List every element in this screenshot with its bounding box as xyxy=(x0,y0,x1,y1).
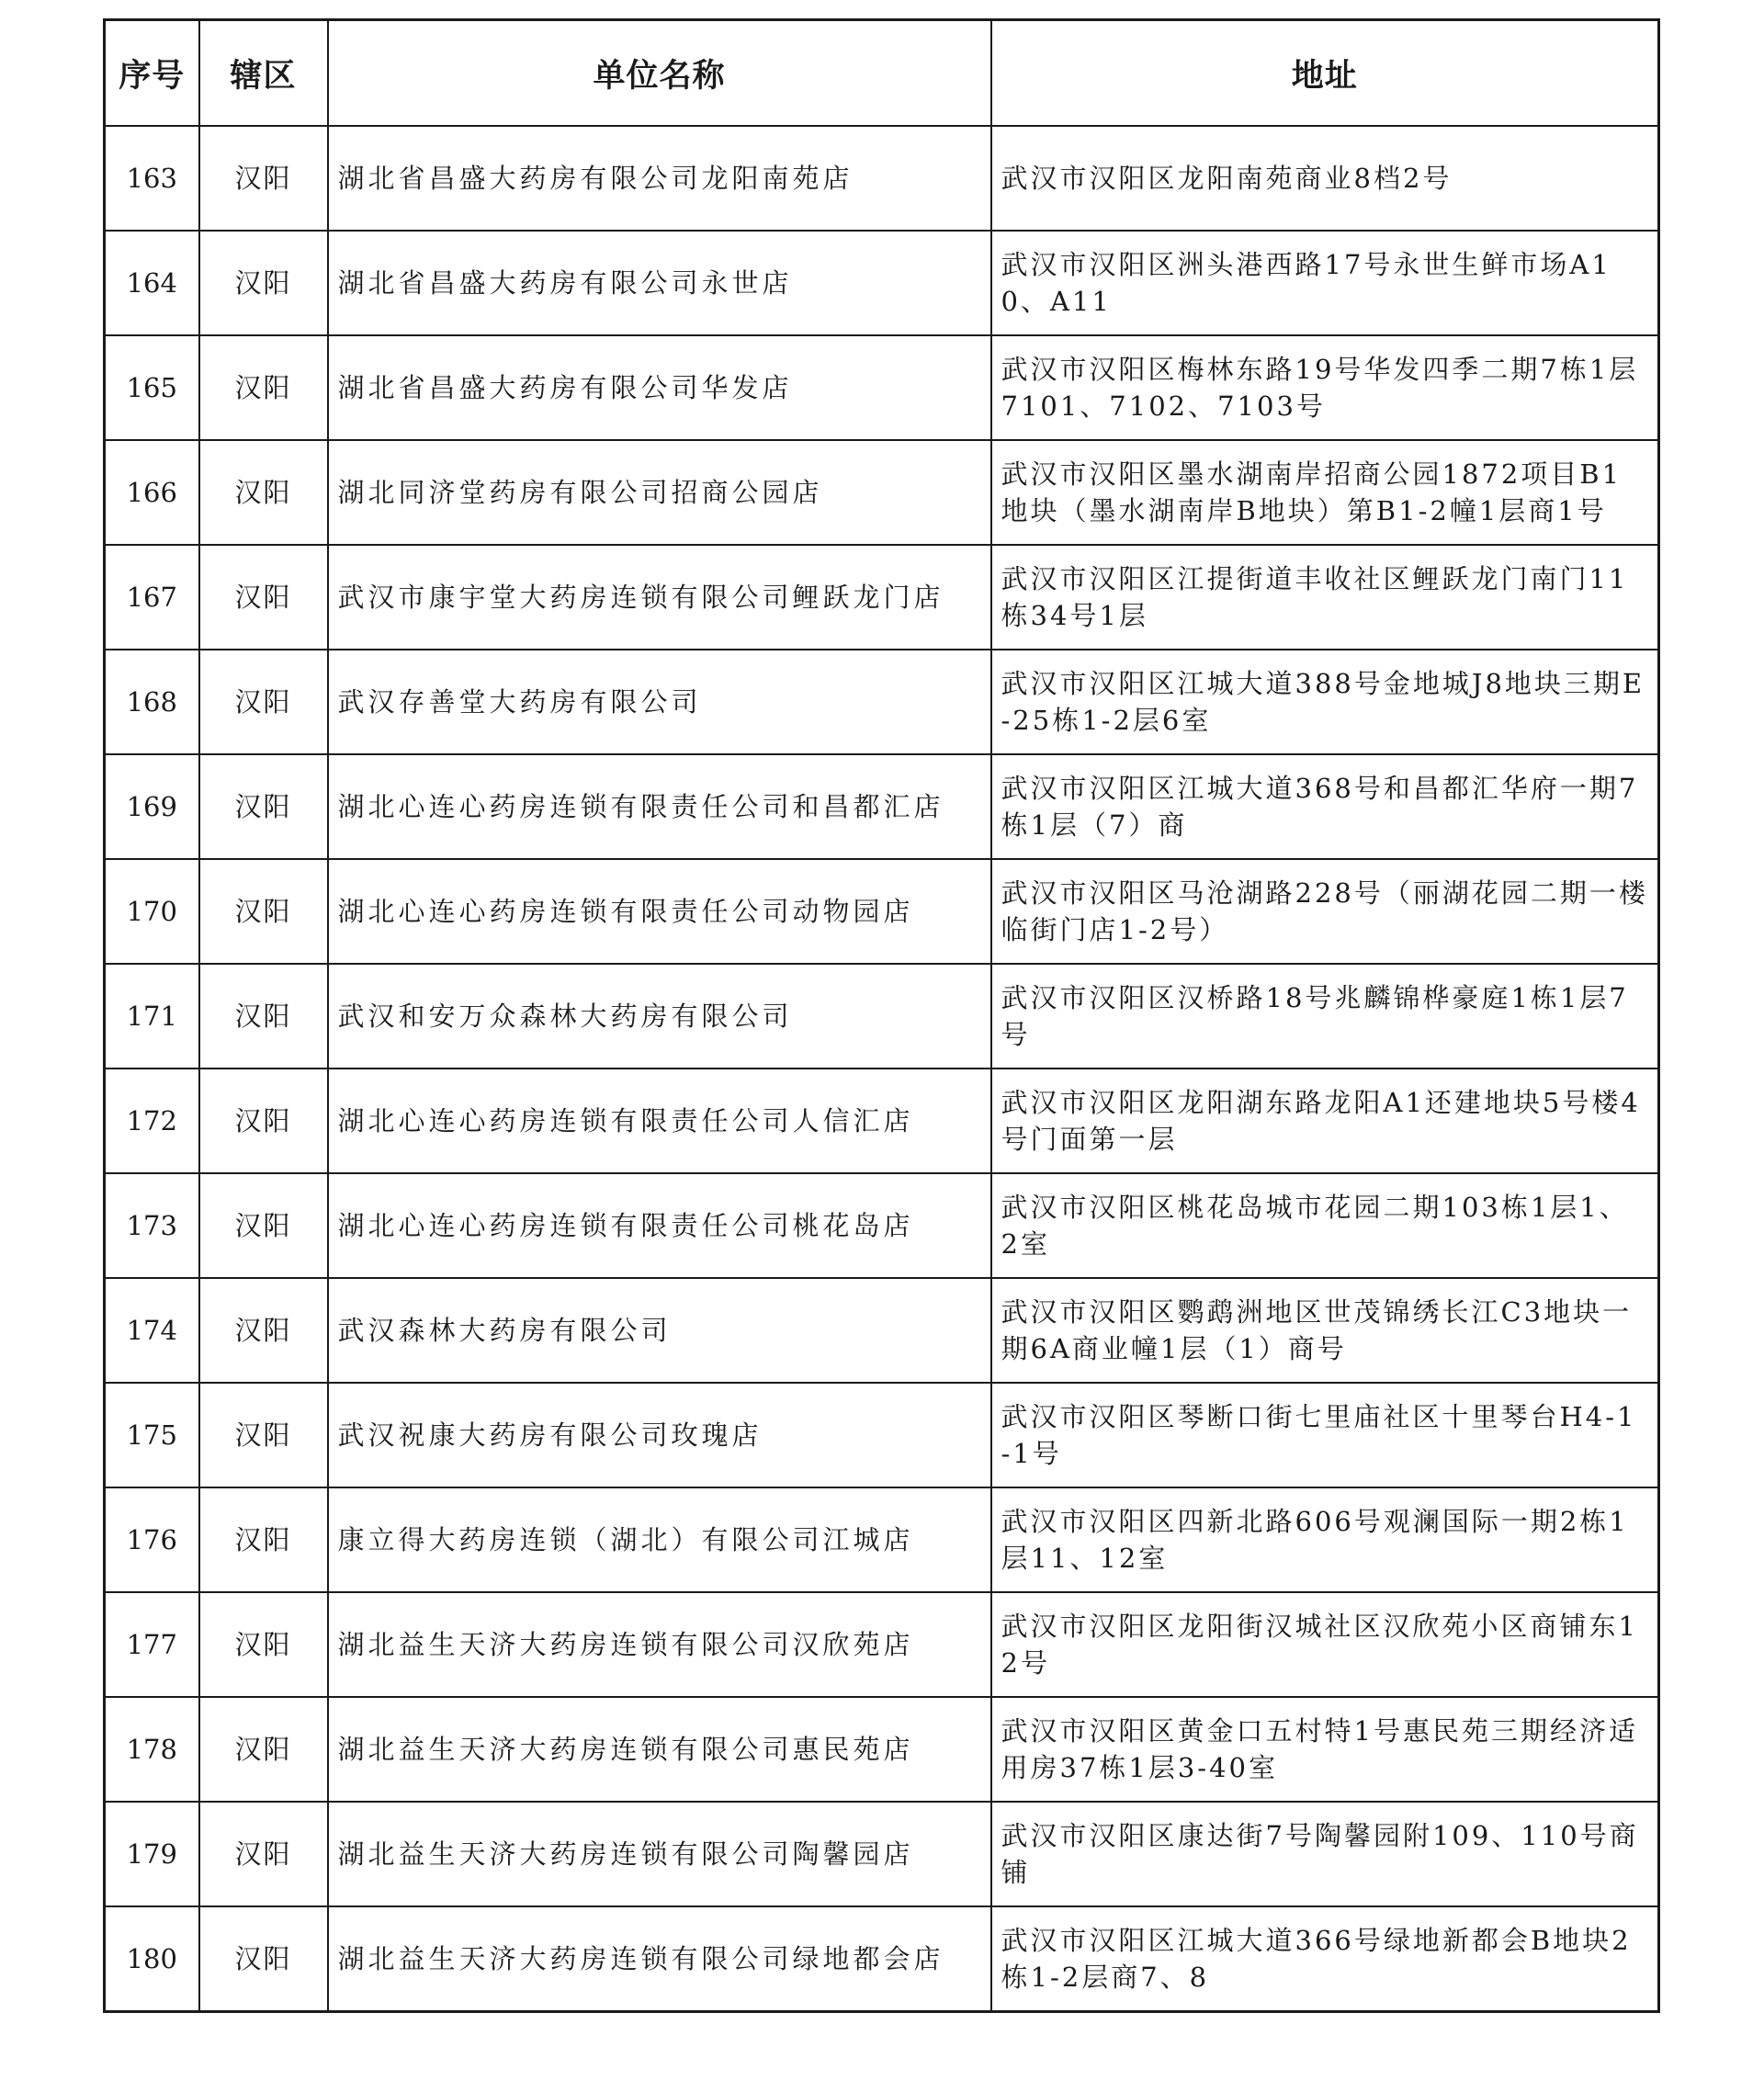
table-row xyxy=(105,1069,1659,1173)
cell-unit-name: 湖北益生天济大药房连锁有限公司绿地都会店 xyxy=(328,1906,991,2012)
cell-address: 武汉市汉阳区汉桥路18号兆麟锦桦豪庭1栋1层7号 xyxy=(991,964,1659,1069)
cell-unit-name: 湖北心连心药房连锁有限责任公司桃花岛店 xyxy=(328,1173,991,1278)
table-row xyxy=(105,650,1659,754)
cell-address: 武汉市汉阳区龙阳湖东路龙阳A1还建地块5号楼4号门面第一层 xyxy=(991,1069,1659,1173)
cell-address: 武汉市汉阳区四新北路606号观澜国际一期2栋1层11、12室 xyxy=(991,1487,1659,1592)
cell-serial-number: 166 xyxy=(105,440,199,545)
cell-serial-number: 163 xyxy=(105,126,199,231)
cell-serial-number: 169 xyxy=(105,754,199,859)
header-district: 辖区 xyxy=(199,20,328,127)
table-row xyxy=(105,545,1659,650)
cell-address: 武汉市汉阳区黄金口五村特1号惠民苑三期经济适用房37栋1层3-40室 xyxy=(991,1697,1659,1802)
cell-unit-name: 武汉森林大药房有限公司 xyxy=(328,1278,991,1383)
cell-district: 汉阳 xyxy=(199,1487,328,1592)
cell-serial-number: 167 xyxy=(105,545,199,650)
cell-address: 武汉市汉阳区江提街道丰收社区鲤跃龙门南门11栋34号1层 xyxy=(991,545,1659,650)
table-row xyxy=(105,1278,1659,1383)
table-body xyxy=(105,126,1659,2012)
cell-serial-number: 176 xyxy=(105,1487,199,1592)
cell-serial-number: 177 xyxy=(105,1592,199,1697)
cell-district: 汉阳 xyxy=(199,1383,328,1487)
pharmacy-list-table xyxy=(103,18,1660,2013)
table-row xyxy=(105,1173,1659,1278)
cell-district: 汉阳 xyxy=(199,335,328,440)
table-row xyxy=(105,1697,1659,1802)
header-address: 地址 xyxy=(991,20,1659,127)
cell-unit-name: 武汉市康宇堂大药房连锁有限公司鲤跃龙门店 xyxy=(328,545,991,650)
cell-unit-name: 武汉存善堂大药房有限公司 xyxy=(328,650,991,754)
cell-unit-name: 武汉祝康大药房有限公司玫瑰店 xyxy=(328,1383,991,1487)
table-row xyxy=(105,1383,1659,1487)
cell-address: 武汉市汉阳区梅林东路19号华发四季二期7栋1层7101、7102、7103号 xyxy=(991,335,1659,440)
cell-unit-name: 湖北省昌盛大药房有限公司华发店 xyxy=(328,335,991,440)
cell-address: 武汉市汉阳区江城大道368号和昌都汇华府一期7栋1层（7）商 xyxy=(991,754,1659,859)
table-row xyxy=(105,440,1659,545)
cell-address: 武汉市汉阳区桃花岛城市花园二期103栋1层1、2室 xyxy=(991,1173,1659,1278)
cell-district: 汉阳 xyxy=(199,1906,328,2012)
table-row xyxy=(105,859,1659,964)
cell-district: 汉阳 xyxy=(199,545,328,650)
cell-district: 汉阳 xyxy=(199,1278,328,1383)
cell-district: 汉阳 xyxy=(199,964,328,1069)
cell-unit-name: 湖北心连心药房连锁有限责任公司和昌都汇店 xyxy=(328,754,991,859)
cell-address: 武汉市汉阳区琴断口街七里庙社区十里琴台H4-1-1号 xyxy=(991,1383,1659,1487)
cell-district: 汉阳 xyxy=(199,126,328,231)
cell-unit-name: 康立得大药房连锁（湖北）有限公司江城店 xyxy=(328,1487,991,1592)
cell-address: 武汉市汉阳区江城大道388号金地城J8地块三期E-25栋1-2层6室 xyxy=(991,650,1659,754)
table-row xyxy=(105,335,1659,440)
cell-district: 汉阳 xyxy=(199,440,328,545)
cell-unit-name: 武汉和安万众森林大药房有限公司 xyxy=(328,964,991,1069)
table-row xyxy=(105,754,1659,859)
cell-serial-number: 165 xyxy=(105,335,199,440)
cell-district: 汉阳 xyxy=(199,859,328,964)
cell-serial-number: 174 xyxy=(105,1278,199,1383)
cell-unit-name: 湖北心连心药房连锁有限责任公司动物园店 xyxy=(328,859,991,964)
cell-address: 武汉市汉阳区马沧湖路228号（丽湖花园二期一楼临街门店1-2号） xyxy=(991,859,1659,964)
cell-unit-name: 湖北同济堂药房有限公司招商公园店 xyxy=(328,440,991,545)
cell-district: 汉阳 xyxy=(199,1592,328,1697)
header-unit-name: 单位名称 xyxy=(328,20,991,127)
cell-serial-number: 168 xyxy=(105,650,199,754)
cell-address: 武汉市汉阳区康达街7号陶馨园附109、110号商铺 xyxy=(991,1802,1659,1906)
cell-unit-name: 湖北省昌盛大药房有限公司龙阳南苑店 xyxy=(328,126,991,231)
table-row xyxy=(105,1487,1659,1592)
cell-district: 汉阳 xyxy=(199,754,328,859)
cell-address: 武汉市汉阳区墨水湖南岸招商公园1872项目B1地块（墨水湖南岸B地块）第B1-2幢1层商1号 xyxy=(991,440,1659,545)
cell-serial-number: 175 xyxy=(105,1383,199,1487)
cell-serial-number: 178 xyxy=(105,1697,199,1802)
cell-serial-number: 164 xyxy=(105,231,199,335)
table-row xyxy=(105,126,1659,231)
cell-district: 汉阳 xyxy=(199,1069,328,1173)
cell-district: 汉阳 xyxy=(199,1802,328,1906)
cell-district: 汉阳 xyxy=(199,1697,328,1802)
cell-serial-number: 179 xyxy=(105,1802,199,1906)
cell-address: 武汉市汉阳区江城大道366号绿地新都会B地块2栋1-2层商7、8 xyxy=(991,1906,1659,2012)
cell-district: 汉阳 xyxy=(199,650,328,754)
cell-district: 汉阳 xyxy=(199,231,328,335)
cell-unit-name: 湖北省昌盛大药房有限公司永世店 xyxy=(328,231,991,335)
cell-address: 武汉市汉阳区洲头港西路17号永世生鲜市场A10、A11 xyxy=(991,231,1659,335)
cell-address: 武汉市汉阳区龙阳南苑商业8档2号 xyxy=(991,126,1659,231)
table-row xyxy=(105,231,1659,335)
cell-serial-number: 171 xyxy=(105,964,199,1069)
cell-unit-name: 湖北益生天济大药房连锁有限公司惠民苑店 xyxy=(328,1697,991,1802)
cell-serial-number: 173 xyxy=(105,1173,199,1278)
cell-district: 汉阳 xyxy=(199,1173,328,1278)
cell-address: 武汉市汉阳区龙阳街汉城社区汉欣苑小区商铺东12号 xyxy=(991,1592,1659,1697)
table-row xyxy=(105,1906,1659,2012)
table-header-row xyxy=(105,20,1659,127)
cell-unit-name: 湖北心连心药房连锁有限责任公司人信汇店 xyxy=(328,1069,991,1173)
cell-serial-number: 172 xyxy=(105,1069,199,1173)
table-row xyxy=(105,1592,1659,1697)
cell-unit-name: 湖北益生天济大药房连锁有限公司陶馨园店 xyxy=(328,1802,991,1906)
cell-address: 武汉市汉阳区鹦鹉洲地区世茂锦绣长江C3地块一期6A商业幢1层（1）商号 xyxy=(991,1278,1659,1383)
cell-serial-number: 170 xyxy=(105,859,199,964)
table-row xyxy=(105,1802,1659,1906)
header-serial-number: 序号 xyxy=(105,20,199,127)
cell-unit-name: 湖北益生天济大药房连锁有限公司汉欣苑店 xyxy=(328,1592,991,1697)
table-row xyxy=(105,964,1659,1069)
cell-serial-number: 180 xyxy=(105,1906,199,2012)
